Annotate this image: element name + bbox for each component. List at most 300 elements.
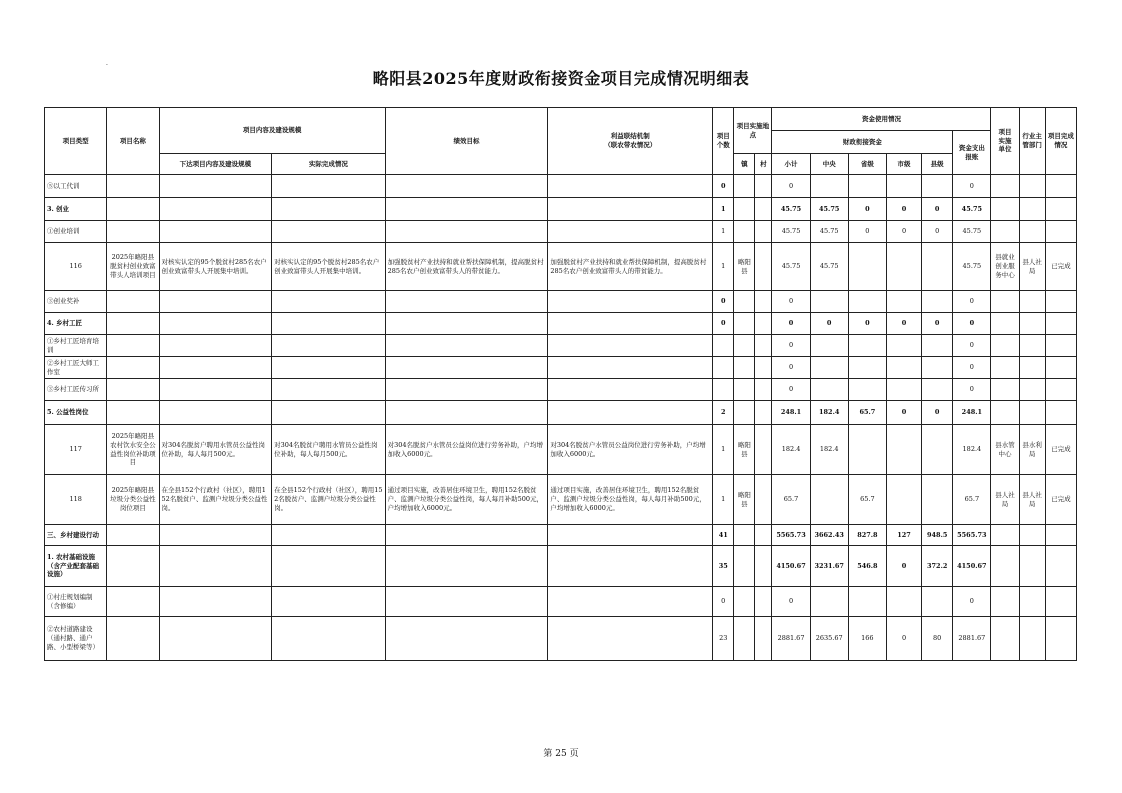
cell-status: 已完成	[1045, 243, 1076, 291]
cell-city	[886, 175, 921, 198]
cell-benefit	[548, 525, 713, 546]
cell-central	[810, 475, 848, 525]
cell-unit: 县水管中心	[991, 425, 1019, 475]
cell-status	[1045, 617, 1076, 661]
cell-actual: 对核实认定的95个脱贫村285名农户创业致富带头人开展集中培训。	[272, 243, 386, 291]
cell-count	[713, 379, 734, 401]
cell-count: 2	[713, 401, 734, 425]
cell-benefit	[548, 617, 713, 661]
cell-province	[848, 175, 886, 198]
cell-actual	[272, 617, 386, 661]
cell-dept	[1019, 291, 1045, 313]
cell-unit	[991, 587, 1019, 617]
header-town: 镇	[734, 154, 755, 175]
cell-plan	[159, 313, 272, 335]
cell-village	[755, 546, 772, 587]
cell-village	[755, 335, 772, 357]
cell-count: 0	[713, 313, 734, 335]
cell-plan	[159, 335, 272, 357]
cell-benefit	[548, 401, 713, 425]
cell-status	[1045, 546, 1076, 587]
cell-town: 略阳县	[734, 425, 755, 475]
cell-type: ①乡村工匠培育培训	[45, 335, 107, 357]
cell-goal	[385, 175, 548, 198]
cell-count: 1	[713, 475, 734, 525]
cell-central: 3662.43	[810, 525, 848, 546]
cell-unit	[991, 221, 1019, 243]
cell-benefit	[548, 291, 713, 313]
cell-dept	[1019, 313, 1045, 335]
table-row	[45, 401, 1077, 425]
header-type: 项目类型	[45, 108, 107, 175]
cell-dept: 县人社局	[1019, 475, 1045, 525]
cell-benefit	[548, 379, 713, 401]
cell-town	[734, 291, 755, 313]
cell-actual	[272, 357, 386, 379]
cell-central	[810, 335, 848, 357]
cell-reported: 182.4	[953, 425, 991, 475]
cell-central: 0	[810, 313, 848, 335]
cell-benefit	[548, 221, 713, 243]
cell-town	[734, 175, 755, 198]
cell-subtotal: 182.4	[772, 425, 810, 475]
cell-central: 45.75	[810, 221, 848, 243]
cell-type: ③创业奖补	[45, 291, 107, 313]
cell-town	[734, 379, 755, 401]
cell-plan	[159, 379, 272, 401]
cell-reported: 0	[953, 313, 991, 335]
cell-province: 65.7	[848, 475, 886, 525]
header-content: 项目内容及建设规模	[159, 108, 385, 154]
header-province: 省级	[848, 154, 886, 175]
cell-status	[1045, 175, 1076, 198]
cell-benefit	[548, 198, 713, 221]
cell-subtotal: 248.1	[772, 401, 810, 425]
cell-plan	[159, 291, 272, 313]
cell-status	[1045, 525, 1076, 546]
cell-reported: 4150.67	[953, 546, 991, 587]
cell-town	[734, 335, 755, 357]
cell-county: 0	[922, 198, 953, 221]
cell-name	[107, 198, 159, 221]
cell-actual	[272, 221, 386, 243]
cell-town	[734, 198, 755, 221]
table-row	[45, 475, 1077, 525]
cell-goal: 加强脱贫村产业扶持和就业帮扶保障机制，提高脱贫村285名农户创业致富带头人的带贫能力。	[385, 243, 548, 291]
cell-type: ②农村道路建设（通村路、通户路、小型桥梁等）	[45, 617, 107, 661]
cell-dept	[1019, 617, 1045, 661]
cell-reported: 0	[953, 291, 991, 313]
cell-benefit: 对304名脱贫户水管员公益岗位进行劳务补助，户均增加收入6000元。	[548, 425, 713, 475]
cell-dept	[1019, 221, 1045, 243]
table-row	[45, 313, 1077, 335]
cell-count: 35	[713, 546, 734, 587]
cell-central	[810, 587, 848, 617]
cell-count: 1	[713, 221, 734, 243]
cell-unit	[991, 617, 1019, 661]
table-row	[45, 243, 1077, 291]
cell-province: 0	[848, 198, 886, 221]
cell-type: 1. 农村基础设施（含产业配套基础设施）	[45, 546, 107, 587]
cell-city	[886, 357, 921, 379]
cell-village	[755, 221, 772, 243]
cell-type: 三、乡村建设行动	[45, 525, 107, 546]
cell-goal	[385, 401, 548, 425]
cell-name: 2025年略阳县农村饮水安全公益性岗位补助项目	[107, 425, 159, 475]
cell-village	[755, 587, 772, 617]
cell-subtotal: 4150.67	[772, 546, 810, 587]
cell-goal	[385, 617, 548, 661]
cell-city: 127	[886, 525, 921, 546]
table-row	[45, 425, 1077, 475]
cell-name	[107, 291, 159, 313]
cell-unit	[991, 357, 1019, 379]
cell-count: 1	[713, 198, 734, 221]
cell-reported: 45.75	[953, 243, 991, 291]
cell-dept	[1019, 546, 1045, 587]
cell-type: ③乡村工匠传习所	[45, 379, 107, 401]
cell-city	[886, 587, 921, 617]
cell-actual	[272, 379, 386, 401]
header-status: 项目完成 情况	[1045, 108, 1076, 175]
cell-name	[107, 587, 159, 617]
cell-central: 182.4	[810, 401, 848, 425]
cell-benefit: 通过项目实施，改善居住环境卫生，聘用152名脱贫户、监测户垃圾分类公益性岗，每人每月补助500元，户均增加收入6000元。	[548, 475, 713, 525]
cell-central	[810, 379, 848, 401]
header-count: 项目 个数	[713, 108, 734, 175]
cell-benefit	[548, 335, 713, 357]
cell-dept	[1019, 198, 1045, 221]
cell-goal	[385, 379, 548, 401]
cell-village	[755, 617, 772, 661]
cell-county	[922, 425, 953, 475]
cell-city: 0	[886, 617, 921, 661]
cell-name	[107, 221, 159, 243]
cell-plan	[159, 175, 272, 198]
cell-plan: 在全县152个行政村（社区），聘用152名脱贫户、监测户垃圾分类公益性岗。	[159, 475, 272, 525]
cell-province	[848, 587, 886, 617]
cell-central: 45.75	[810, 198, 848, 221]
header-name: 项目名称	[107, 108, 159, 175]
table-row	[45, 546, 1077, 587]
cell-city	[886, 379, 921, 401]
cell-town	[734, 221, 755, 243]
cell-actual	[272, 335, 386, 357]
cell-county: 0	[922, 313, 953, 335]
cell-town	[734, 546, 755, 587]
cell-province: 65.7	[848, 401, 886, 425]
cell-county	[922, 379, 953, 401]
cell-unit	[991, 291, 1019, 313]
cell-plan	[159, 198, 272, 221]
cell-unit: 县就业创业服务中心	[991, 243, 1019, 291]
cell-type: 118	[45, 475, 107, 525]
cell-province: 827.8	[848, 525, 886, 546]
cell-type: ②乡村工匠大师工作室	[45, 357, 107, 379]
cell-type: ①村庄规划编制（含修编）	[45, 587, 107, 617]
mark-dot: ·	[106, 62, 108, 69]
cell-reported: 248.1	[953, 401, 991, 425]
cell-dept	[1019, 401, 1045, 425]
cell-type: 117	[45, 425, 107, 475]
cell-count: 23	[713, 617, 734, 661]
cell-town: 略阳县	[734, 475, 755, 525]
cell-actual	[272, 525, 386, 546]
cell-count: 41	[713, 525, 734, 546]
cell-name	[107, 401, 159, 425]
cell-goal	[385, 335, 548, 357]
cell-reported: 0	[953, 379, 991, 401]
header-finance: 财政衔接资金	[772, 131, 953, 154]
cell-province: 0	[848, 313, 886, 335]
cell-actual: 对304名脱贫户聘用水管员公益性岗位补助，每人每月500元。	[272, 425, 386, 475]
cell-reported: 5565.73	[953, 525, 991, 546]
cell-dept: 县人社局	[1019, 243, 1045, 291]
cell-province	[848, 243, 886, 291]
cell-town	[734, 357, 755, 379]
cell-village	[755, 243, 772, 291]
cell-benefit	[548, 587, 713, 617]
cell-plan	[159, 617, 272, 661]
cell-county	[922, 335, 953, 357]
cell-subtotal: 0	[772, 335, 810, 357]
cell-name	[107, 335, 159, 357]
cell-reported: 0	[953, 175, 991, 198]
cell-central	[810, 357, 848, 379]
cell-village	[755, 357, 772, 379]
cell-name	[107, 617, 159, 661]
cell-benefit: 加强脱贫村产业扶持和就业帮扶保障机制，提高脱贫村285名农户创业致富带头人的带贫能力。	[548, 243, 713, 291]
cell-name	[107, 525, 159, 546]
cell-goal	[385, 221, 548, 243]
cell-subtotal: 45.75	[772, 221, 810, 243]
cell-county	[922, 291, 953, 313]
cell-unit: 县人社局	[991, 475, 1019, 525]
cell-goal: 通过项目实施，改善居住环境卫生，聘用152名脱贫户、监测户垃圾分类公益性岗，每人每月补助500元，户均增加收入6000元。	[385, 475, 548, 525]
cell-unit	[991, 198, 1019, 221]
cell-goal	[385, 313, 548, 335]
cell-subtotal: 65.7	[772, 475, 810, 525]
cell-status	[1045, 313, 1076, 335]
cell-city	[886, 291, 921, 313]
cell-plan	[159, 525, 272, 546]
cell-count: 1	[713, 243, 734, 291]
cell-status	[1045, 401, 1076, 425]
cell-subtotal: 0	[772, 379, 810, 401]
cell-subtotal: 45.75	[772, 243, 810, 291]
cell-village	[755, 475, 772, 525]
cell-reported: 0	[953, 587, 991, 617]
cell-province	[848, 291, 886, 313]
cell-central: 182.4	[810, 425, 848, 475]
cell-count	[713, 335, 734, 357]
cell-county	[922, 175, 953, 198]
cell-county: 80	[922, 617, 953, 661]
cell-type: ①创业培训	[45, 221, 107, 243]
cell-reported: 0	[953, 335, 991, 357]
header-county: 县级	[922, 154, 953, 175]
cell-village	[755, 379, 772, 401]
cell-name	[107, 546, 159, 587]
cell-goal	[385, 587, 548, 617]
table-row	[45, 379, 1077, 401]
cell-province: 0	[848, 221, 886, 243]
cell-central: 2635.67	[810, 617, 848, 661]
cell-name	[107, 175, 159, 198]
cell-province	[848, 357, 886, 379]
table-body	[45, 108, 1077, 661]
header-central: 中央	[810, 154, 848, 175]
cell-name	[107, 357, 159, 379]
cell-village	[755, 525, 772, 546]
cell-unit	[991, 175, 1019, 198]
cell-status	[1045, 291, 1076, 313]
header-city: 市级	[886, 154, 921, 175]
header-location: 项目实施地点	[734, 108, 772, 154]
cell-central	[810, 175, 848, 198]
cell-name: 2025年略阳县垃圾分类公益性岗位项目	[107, 475, 159, 525]
cell-benefit	[548, 175, 713, 198]
cell-plan: 对304名脱贫户聘用水管员公益性岗位补助，每人每月500元。	[159, 425, 272, 475]
cell-county	[922, 357, 953, 379]
cell-town: 略阳县	[734, 243, 755, 291]
cell-city	[886, 425, 921, 475]
cell-county: 948.5	[922, 525, 953, 546]
cell-city	[886, 475, 921, 525]
cell-goal	[385, 198, 548, 221]
header-unit: 项目 实施 单位	[991, 108, 1019, 175]
table-row	[45, 335, 1077, 357]
cell-count	[713, 357, 734, 379]
cell-village	[755, 401, 772, 425]
cell-plan	[159, 546, 272, 587]
cell-central	[810, 291, 848, 313]
cell-goal	[385, 525, 548, 546]
cell-actual	[272, 198, 386, 221]
cell-type: 5. 公益性岗位	[45, 401, 107, 425]
cell-actual	[272, 401, 386, 425]
cell-town	[734, 313, 755, 335]
cell-status	[1045, 221, 1076, 243]
cell-actual	[272, 546, 386, 587]
cell-central: 3231.67	[810, 546, 848, 587]
cell-unit	[991, 525, 1019, 546]
header-goal: 绩效目标	[385, 108, 548, 175]
cell-actual	[272, 175, 386, 198]
cell-count: 0	[713, 291, 734, 313]
header-village: 村	[755, 154, 772, 175]
cell-county: 372.2	[922, 546, 953, 587]
cell-count: 0	[713, 175, 734, 198]
cell-plan	[159, 221, 272, 243]
cell-dept	[1019, 335, 1045, 357]
cell-unit	[991, 401, 1019, 425]
cell-actual: 在全县152个行政村（社区），聘用152名脱贫户、监测户垃圾分类公益性岗。	[272, 475, 386, 525]
cell-province	[848, 425, 886, 475]
cell-village	[755, 175, 772, 198]
table-row	[45, 525, 1077, 546]
cell-reported: 0	[953, 357, 991, 379]
cell-plan	[159, 357, 272, 379]
cell-reported: 45.75	[953, 221, 991, 243]
page-title: 略阳县2025年度财政衔接资金项目完成情况明细表	[372, 69, 750, 88]
cell-unit	[991, 313, 1019, 335]
cell-reported: 65.7	[953, 475, 991, 525]
header-reported: 资金支出 报账	[953, 131, 991, 175]
header-plan: 下达项目内容及建设规模	[159, 154, 272, 175]
cell-benefit	[548, 546, 713, 587]
table-row	[45, 221, 1077, 243]
cell-city: 0	[886, 198, 921, 221]
cell-benefit	[548, 357, 713, 379]
cell-dept: 县水利局	[1019, 425, 1045, 475]
cell-name	[107, 313, 159, 335]
cell-name	[107, 379, 159, 401]
cell-subtotal: 0	[772, 587, 810, 617]
cell-province: 166	[848, 617, 886, 661]
cell-subtotal: 2881.67	[772, 617, 810, 661]
cell-city	[886, 243, 921, 291]
cell-subtotal: 0	[772, 313, 810, 335]
cell-dept	[1019, 175, 1045, 198]
page-number: 第 25 页	[543, 749, 579, 759]
cell-city: 0	[886, 221, 921, 243]
cell-type: ⑤以工代训	[45, 175, 107, 198]
cell-village	[755, 425, 772, 475]
cell-town	[734, 401, 755, 425]
cell-city: 0	[886, 546, 921, 587]
header-actual: 实际完成情况	[272, 154, 386, 175]
table-row	[45, 617, 1077, 661]
cell-status	[1045, 357, 1076, 379]
cell-county	[922, 243, 953, 291]
table-row	[45, 357, 1077, 379]
cell-town	[734, 587, 755, 617]
cell-actual	[272, 313, 386, 335]
cell-county	[922, 475, 953, 525]
cell-goal: 对304名脱贫户水管员公益岗位进行劳务补助，户均增加收入6000元。	[385, 425, 548, 475]
cell-unit	[991, 546, 1019, 587]
cell-dept	[1019, 587, 1045, 617]
cell-subtotal: 0	[772, 175, 810, 198]
cell-province: 546.8	[848, 546, 886, 587]
cell-county: 0	[922, 401, 953, 425]
cell-town	[734, 617, 755, 661]
cell-dept	[1019, 357, 1045, 379]
cell-subtotal: 0	[772, 357, 810, 379]
cell-dept	[1019, 379, 1045, 401]
cell-province	[848, 379, 886, 401]
header-funds: 资金使用情况	[772, 108, 991, 131]
cell-unit	[991, 379, 1019, 401]
cell-city: 0	[886, 313, 921, 335]
cell-type: 116	[45, 243, 107, 291]
cell-central: 45.75	[810, 243, 848, 291]
cell-village	[755, 313, 772, 335]
table-row	[45, 198, 1077, 221]
cell-dept	[1019, 525, 1045, 546]
cell-status	[1045, 587, 1076, 617]
header-benefit: 利益联结机制 （联农带农情况）	[548, 108, 713, 175]
table-row	[45, 175, 1077, 198]
cell-name: 2025年略阳县脱贫村创业致富带头人培训项目	[107, 243, 159, 291]
cell-status	[1045, 198, 1076, 221]
cell-reported: 45.75	[953, 198, 991, 221]
cell-plan	[159, 401, 272, 425]
cell-actual	[272, 587, 386, 617]
cell-subtotal: 5565.73	[772, 525, 810, 546]
cell-reported: 2881.67	[953, 617, 991, 661]
